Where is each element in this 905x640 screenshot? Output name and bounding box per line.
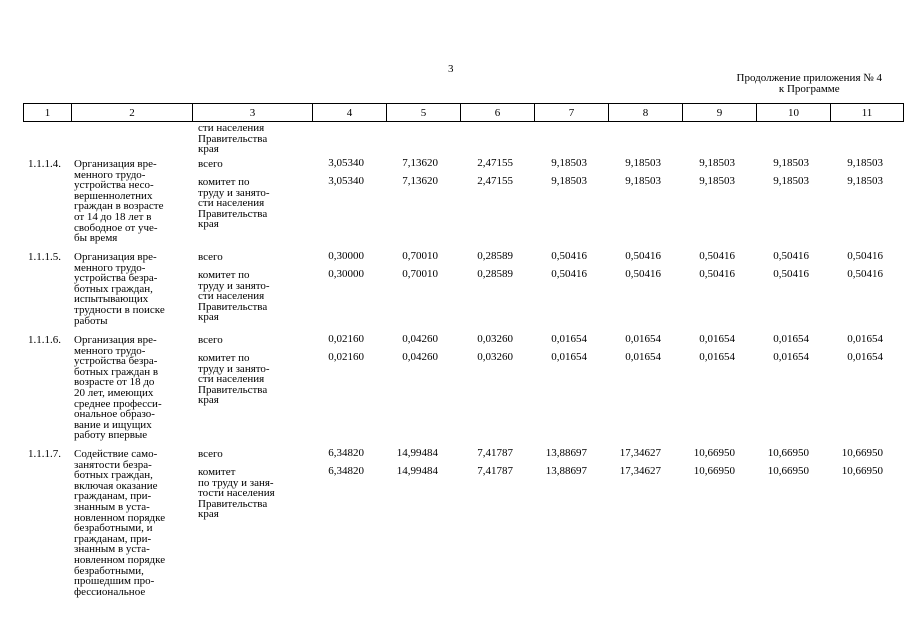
value-col-7: 0,50416	[551, 250, 587, 262]
table-header	[23, 103, 904, 122]
header-col-3: 3	[193, 104, 313, 122]
value-col-10: 0,50416	[773, 268, 809, 280]
value-col-10: 0,01654	[773, 351, 809, 363]
value-col-7: 13,88697	[545, 465, 587, 477]
row-code: 1.1.1.6.	[28, 334, 61, 346]
value-col-4: 6,34820	[328, 465, 364, 477]
value-col-9: 0,01654	[699, 351, 735, 363]
value-col-7: 0,50416	[551, 268, 587, 280]
value-col-6: 0,03260	[477, 333, 513, 345]
value-col-4: 3,05340	[328, 175, 364, 187]
header-col-7: 7	[535, 104, 609, 122]
value-col-7: 13,88697	[545, 447, 587, 459]
value-col-6: 7,41787	[477, 465, 513, 477]
row-label-total: всего	[198, 448, 223, 460]
value-col-8: 0,01654	[625, 351, 661, 363]
row-label-total: всего	[198, 251, 223, 263]
value-col-10: 0,01654	[773, 333, 809, 345]
value-col-9: 0,50416	[699, 250, 735, 262]
value-col-7: 0,01654	[551, 351, 587, 363]
row-code: 1.1.1.7.	[28, 448, 61, 460]
value-col-6: 0,28589	[477, 250, 513, 262]
row-label-total: всего	[198, 334, 223, 346]
value-col-10: 0,50416	[773, 250, 809, 262]
row-label-executor: комитет по труду и занято- сти населения Правительства края	[198, 352, 270, 407]
row-label-executor: комитет по труду и занято- сти населения Правительства края	[198, 176, 270, 231]
value-col-6: 0,03260	[477, 351, 513, 363]
value-col-4: 0,30000	[328, 250, 364, 262]
header-col-2: 2	[72, 104, 193, 122]
page-number: 3	[448, 63, 454, 75]
value-col-4: 0,02160	[328, 333, 364, 345]
value-col-6: 7,41787	[477, 447, 513, 459]
value-col-8: 17,34627	[619, 447, 661, 459]
header-col-8: 8	[609, 104, 683, 122]
value-col-11: 9,18503	[847, 175, 883, 187]
value-col-10: 9,18503	[773, 157, 809, 169]
row-label-total: всего	[198, 158, 223, 170]
value-col-6: 2,47155	[477, 157, 513, 169]
value-col-9: 10,66950	[693, 465, 735, 477]
value-col-8: 0,01654	[625, 333, 661, 345]
value-col-9: 9,18503	[699, 175, 735, 187]
value-col-8: 9,18503	[625, 157, 661, 169]
value-col-4: 6,34820	[328, 447, 364, 459]
value-col-5: 0,04260	[402, 351, 438, 363]
continuation-line2: к Программе	[778, 83, 840, 95]
value-col-11: 9,18503	[847, 157, 883, 169]
header-col-4: 4	[313, 104, 387, 122]
value-col-5: 0,70010	[402, 250, 438, 262]
value-col-4: 3,05340	[328, 157, 364, 169]
row-code: 1.1.1.4.	[28, 158, 61, 170]
row-name: Организация вре- менного трудо- устройства безра- ботных граждан в возрасте от 18 до 20 лет, имеющих среднее професси- ональное образо- вание и ищущих работу впервые	[74, 334, 162, 442]
carryover-text: сти населения Правительства края	[198, 122, 268, 156]
header-col-10: 10	[757, 104, 831, 122]
value-col-9: 0,01654	[699, 333, 735, 345]
value-col-10: 9,18503	[773, 175, 809, 187]
value-col-7: 9,18503	[551, 175, 587, 187]
value-col-9: 0,50416	[699, 268, 735, 280]
header-col-11: 11	[831, 104, 904, 122]
value-col-4: 0,30000	[328, 268, 364, 280]
value-col-10: 10,66950	[767, 447, 809, 459]
value-col-8: 17,34627	[619, 465, 661, 477]
value-col-7: 9,18503	[551, 157, 587, 169]
value-col-5: 0,70010	[402, 268, 438, 280]
header-col-1: 1	[24, 104, 72, 122]
row-name: Содействие само- занятости безра- ботных граждан, включая оказание гражданам, при- знанным в уста- новленном порядке безработными, и гражданам, при- знанным в уста- новленном порядке безработными, прошедшим про- фессиональное	[74, 448, 166, 598]
value-col-6: 0,28589	[477, 268, 513, 280]
header-col-9: 9	[683, 104, 757, 122]
value-col-8: 0,50416	[625, 250, 661, 262]
value-col-9: 10,66950	[693, 447, 735, 459]
value-col-11: 0,01654	[847, 351, 883, 363]
value-col-5: 14,99484	[396, 465, 438, 477]
value-col-5: 14,99484	[396, 447, 438, 459]
value-col-8: 0,50416	[625, 268, 661, 280]
value-col-5: 7,13620	[402, 175, 438, 187]
continuation-note	[737, 73, 882, 95]
row-name: Организация вре- менного трудо- устройства несо- вершеннолетних граждан в возрасте от 14 до 18 лет в свободное от уче- бы время	[74, 158, 164, 245]
row-code: 1.1.1.5.	[28, 251, 61, 263]
value-col-6: 2,47155	[477, 175, 513, 187]
value-col-7: 0,01654	[551, 333, 587, 345]
value-col-5: 0,04260	[402, 333, 438, 345]
value-col-5: 7,13620	[402, 157, 438, 169]
value-col-11: 0,50416	[847, 250, 883, 262]
row-label-executor: комитет по труду и заня- тости населения Правительства края	[198, 466, 275, 521]
value-col-11: 10,66950	[841, 447, 883, 459]
value-col-4: 0,02160	[328, 351, 364, 363]
header-col-6: 6	[461, 104, 535, 122]
value-col-9: 9,18503	[699, 157, 735, 169]
row-name: Организация вре- менного трудо- устройства безра- ботных граждан, испытывающих трудности в поиске работы	[74, 251, 165, 327]
continuation-line1: Продолжение приложения № 4	[736, 72, 882, 84]
value-col-11: 10,66950	[841, 465, 883, 477]
value-col-11: 0,01654	[847, 333, 883, 345]
value-col-8: 9,18503	[625, 175, 661, 187]
header-col-5: 5	[387, 104, 461, 122]
row-label-executor: комитет по труду и занято- сти населения Правительства края	[198, 269, 270, 324]
value-col-10: 10,66950	[767, 465, 809, 477]
value-col-11: 0,50416	[847, 268, 883, 280]
